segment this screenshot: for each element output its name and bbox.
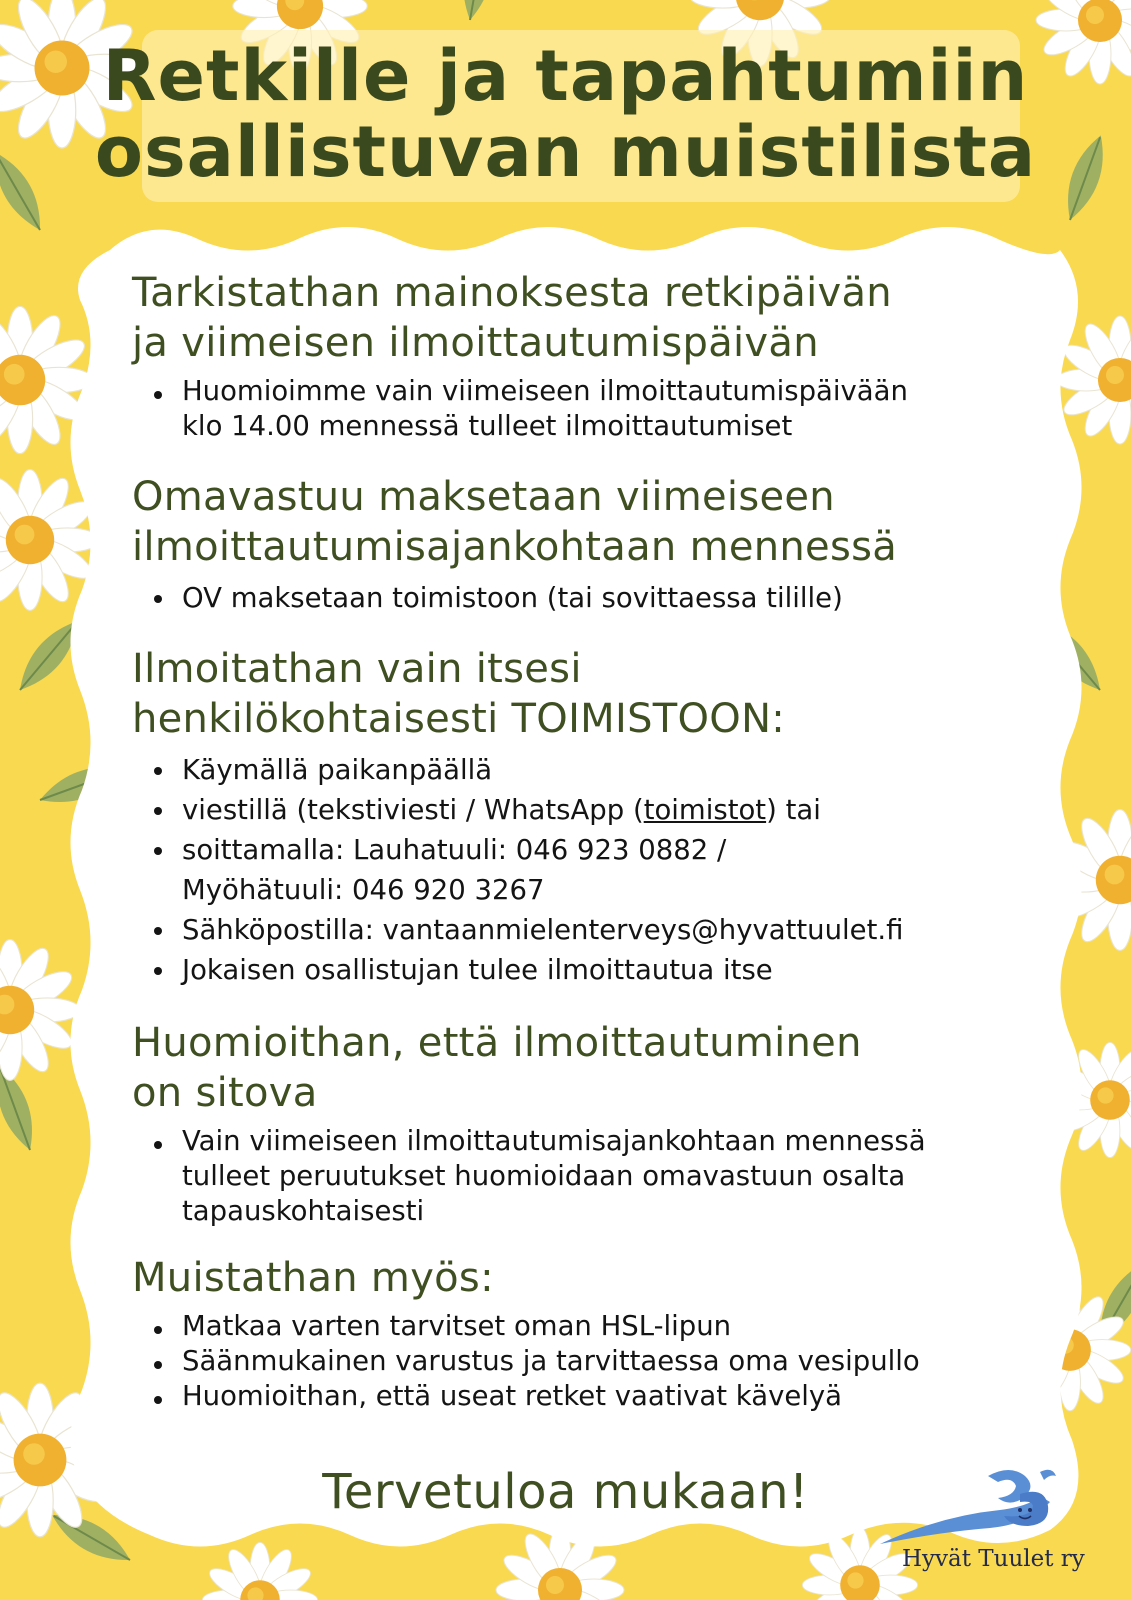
- toimistot-link[interactable]: toimistot: [643, 794, 767, 826]
- list-item: viestillä (tekstiviesti / WhatsApp (toimistot) tai: [150, 790, 1032, 830]
- list-item: soittamalla: Lauhatuuli: 046 923 0882 / Myöhätuuli: 046 920 3267: [150, 830, 1032, 910]
- section-registration-dates: [132, 268, 1032, 444]
- hyvat-tuulet-logo: [880, 1466, 1120, 1590]
- bullet-list: [132, 374, 1032, 444]
- list-item: Matkaa varten tarvitset oman HSL-lipun: [150, 1309, 1032, 1344]
- list-item: Käymällä paikanpäällä: [150, 750, 1032, 790]
- bullet-list: [132, 1124, 1032, 1229]
- heading-line: Muistathan myös:: [132, 1255, 494, 1301]
- section-binding-registration: [132, 1018, 1032, 1229]
- bullet-list: [132, 578, 1032, 618]
- section-remember-also: [132, 1253, 1032, 1414]
- bullet-list: [132, 1309, 1032, 1414]
- list-item: Jokaisen osallistujan tulee ilmoittautua itse: [150, 950, 1032, 990]
- welcome-text: Tervetuloa mukaan!: [322, 1464, 809, 1520]
- list-item: Sähköpostilla: vantaanmielenterveys@hyvattuulet.fi: [150, 910, 1032, 950]
- heading-line: ja viimeisen ilmoittautumispäivän: [132, 320, 819, 366]
- bullet-list: [132, 750, 1032, 990]
- heading-line: ilmoittautumisajankohtaan mennessä: [132, 524, 898, 570]
- list-item: Vain viimeiseen ilmoittautumisajankohtaan mennessä tulleet peruutukset huomioidaan omavastuun osalta tapauskohtaisesti: [150, 1124, 1032, 1229]
- list-item: Huomioithan, että useat retket vaativat kävelyä: [150, 1379, 1032, 1414]
- section-heading: [132, 472, 1032, 572]
- page-title: [60, 35, 1071, 193]
- section-heading: [132, 644, 1032, 744]
- section-payment: [132, 472, 1032, 618]
- heading-line: on sitova: [132, 1070, 318, 1116]
- list-item: Huomioimme vain viimeiseen ilmoittautumispäivään klo 14.00 mennessä tulleet ilmoittautumiset: [150, 374, 1032, 444]
- heading-line: Huomioithan, että ilmoittautuminen: [132, 1020, 862, 1066]
- section-how-to-register: [132, 644, 1032, 990]
- logo-text: Hyvät Tuulet ry: [902, 1546, 1085, 1572]
- heading-line: henkilökohtaisesti TOIMISTOON:: [132, 696, 786, 742]
- heading-line: Ilmoitathan vain itsesi: [132, 646, 582, 692]
- list-item: Säänmukainen varustus ja tarvittaessa oma vesipullo: [150, 1344, 1032, 1379]
- list-item: OV maksetaan toimistoon (tai sovittaessa tilille): [150, 578, 1032, 618]
- heading-line: Omavastuu maksetaan viimeiseen: [132, 474, 835, 520]
- title-line-2: osallistuvan muistilista: [94, 111, 1037, 193]
- wind-swirl-logo-icon: [880, 1466, 1120, 1556]
- section-heading: [132, 268, 1032, 368]
- title-line-1: Retkille ja tapahtumiin: [102, 35, 1029, 117]
- section-heading: [132, 1018, 1032, 1118]
- section-heading: [132, 1253, 1032, 1303]
- checklist-content: [132, 268, 1032, 1414]
- heading-line: Tarkistathan mainoksesta retkipäivän: [132, 270, 892, 316]
